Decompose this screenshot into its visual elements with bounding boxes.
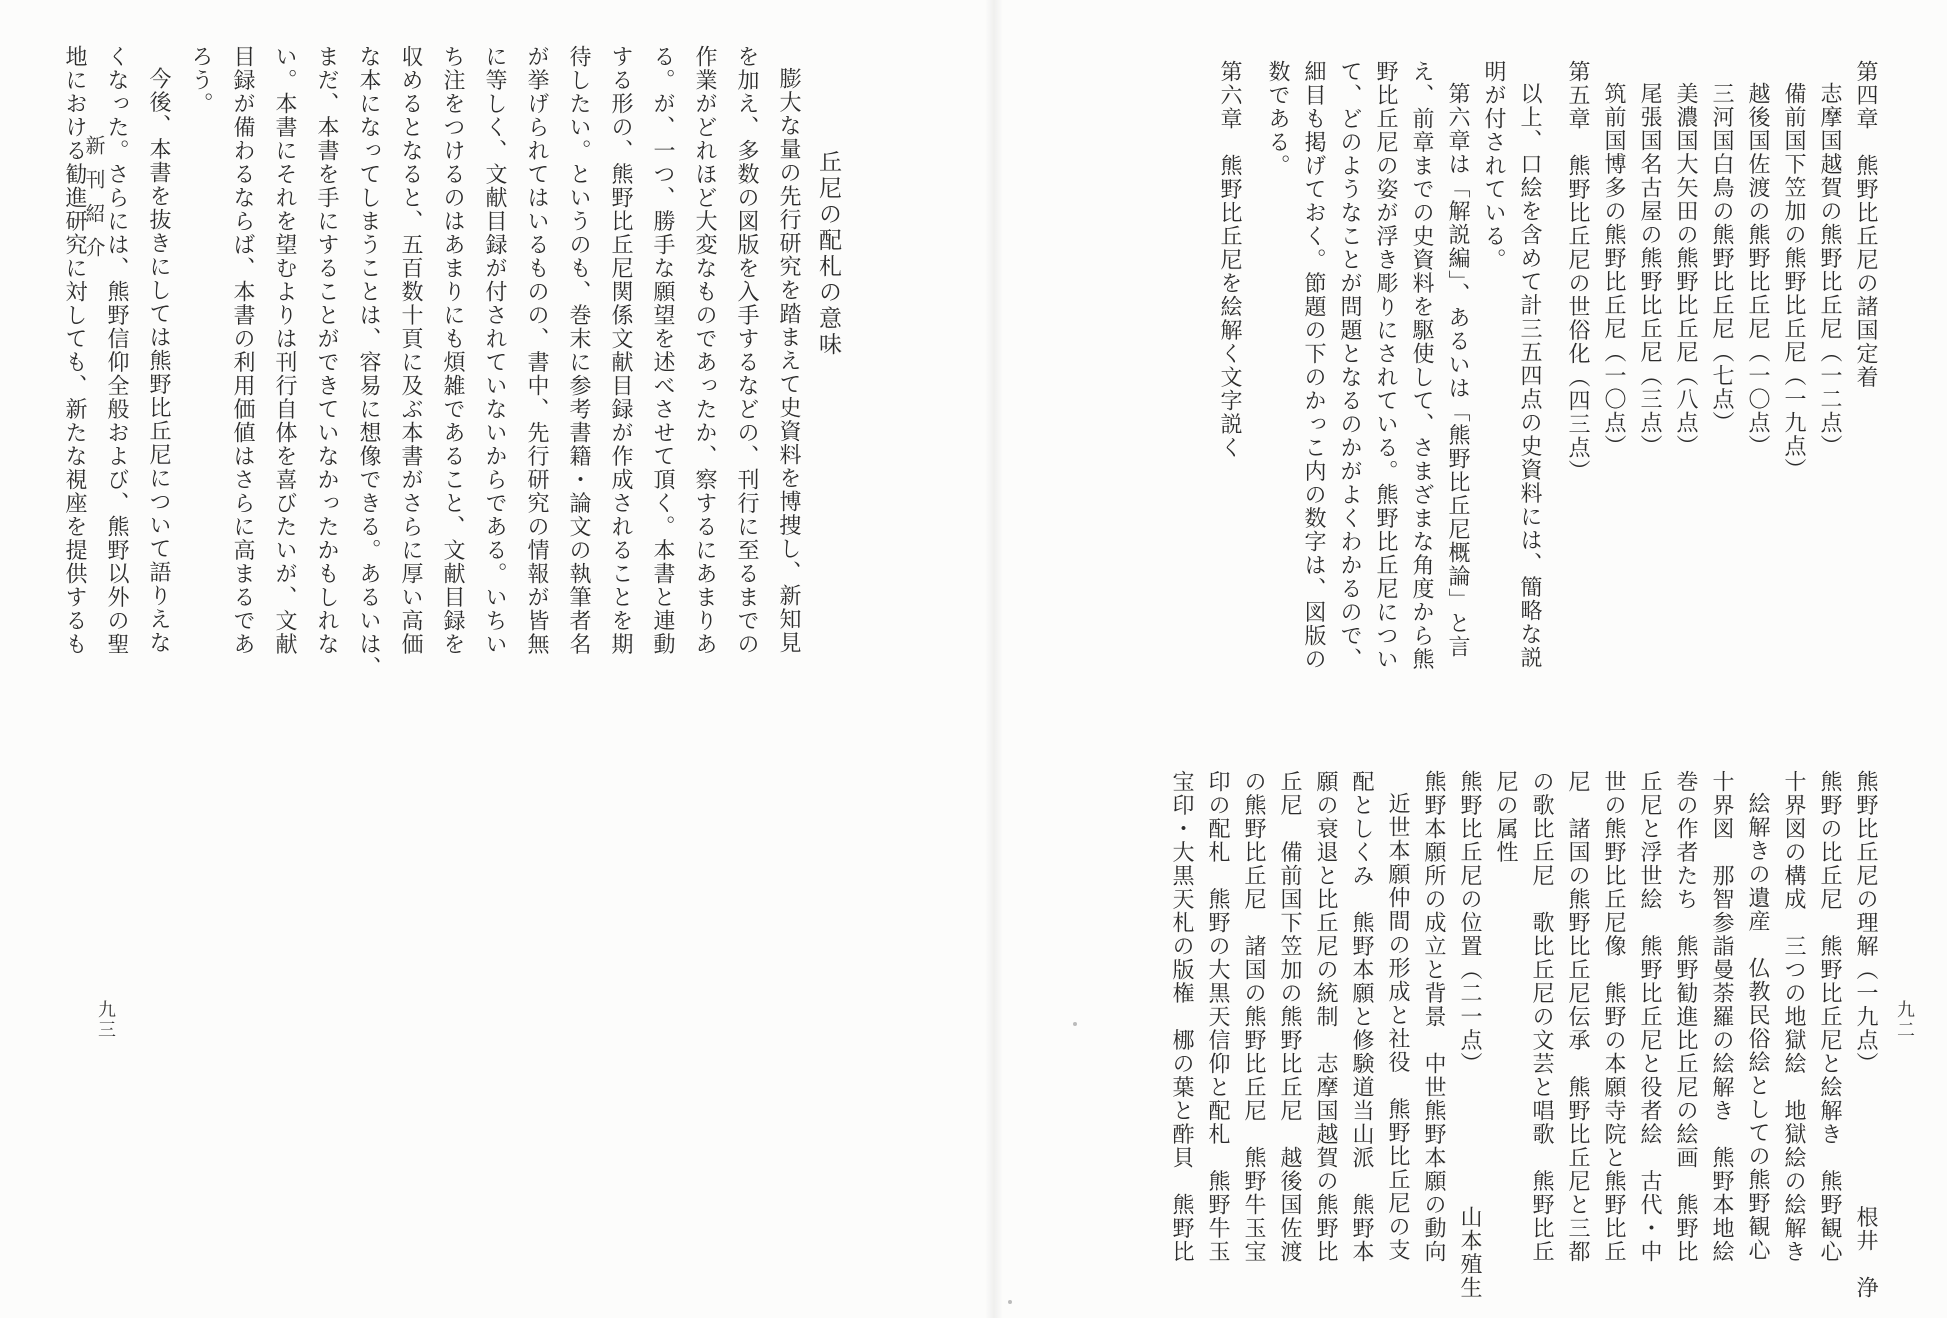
contents-line: 願の衰退と比丘尼の統制 志摩国越賀の熊野比 — [1313, 770, 1338, 1264]
body-line: て、どのようなことが問題となるのかがよくわかるので、 — [1337, 60, 1362, 671]
body-line: 今後、本書を抜きにしては熊野比丘尼について語りえな — [146, 67, 171, 655]
body-line: 作業がどれほど大変なものであったか、察するにあまりあ — [692, 45, 717, 656]
contents-line: 配としくみ 熊野本願と修験道当山派 熊野本 — [1349, 770, 1374, 1264]
contents-line: 丘尼 備前国下笠加の熊野比丘尼 越後国佐渡 — [1277, 770, 1302, 1264]
right-page — [995, 0, 1947, 1318]
body-line: 膨大な量の先行研究を踏まえて史資料を博捜し、新知見 — [776, 67, 801, 655]
scan-speck — [1008, 1300, 1012, 1304]
toc-line: 美濃国大矢田の熊野比丘尼（八点） — [1673, 82, 1698, 458]
toc-line: 備前国下笠加の熊野比丘尼（一九点） — [1781, 82, 1806, 482]
body-line: に等しく、文献目録が付されていないからである。いちい — [482, 45, 507, 656]
contents-line: の熊野比丘尼 諸国の熊野比丘尼 熊野牛玉宝 — [1241, 770, 1266, 1264]
contents-line: 十界図の構成 三つの地獄絵 地獄絵の絵解き — [1781, 770, 1806, 1264]
toc-line: 尾張国名古屋の熊野比丘尼（三点） — [1637, 82, 1662, 458]
section-heading: 熊野比丘尼の理解（一九点） 根井 浄 — [1853, 770, 1878, 1300]
toc-line: 越後国佐渡の熊野比丘尼（一〇点） — [1745, 82, 1770, 458]
body-line: い。本書にそれを望むよりは刊行自体を喜びたいが、文献 — [272, 45, 297, 656]
contents-line: 尼 諸国の熊野比丘尼伝承 熊野比丘尼と三都 — [1565, 770, 1590, 1264]
section-heading: 熊野比丘尼の位置（二一点） 山本殖生 — [1457, 770, 1482, 1300]
contents-line: 世の熊野比丘尼像 熊野の本願寺院と熊野比丘 — [1601, 770, 1626, 1264]
contents-line: 近世本願仲間の形成と社役 熊野比丘尼の支 — [1385, 792, 1410, 1262]
contents-line: 十界図 那智参詣曼荼羅の絵解き 熊野本地絵 — [1709, 770, 1734, 1264]
contents-line: 丘尼と浮世絵 熊野比丘尼と役者絵 古代・中 — [1637, 770, 1662, 1264]
body-line: を加え、多数の図版を入手するなどの、刊行に至るまでの — [734, 45, 759, 656]
body-line: 第六章は「解説編」、あるいは「熊野比丘尼概論」と言 — [1445, 82, 1470, 659]
running-title: 新刊紹介 — [82, 135, 106, 271]
chapter-heading: 第四章 熊野比丘尼の諸国定着 — [1853, 60, 1878, 389]
body-line: え、前章までの史資料を駆使して、さまざまな角度から熊 — [1409, 60, 1434, 671]
page-number: 九三 — [95, 1000, 116, 1040]
body-line: 細目も掲げておく。節題の下のかっこ内の数字は、図版の — [1301, 60, 1326, 671]
body-line: ろう。 — [188, 45, 213, 116]
contents-line: 尼の属性 — [1493, 770, 1518, 864]
body-line: 収めるとなると、五百数十頁に及ぶ本書がさらに厚い高価 — [398, 45, 423, 656]
body-line: くなった。さらには、熊野信仰全般および、熊野以外の聖 — [104, 45, 129, 656]
contents-line: 宝印・大黒天札の版権 梛の葉と酢貝 熊野比 — [1169, 770, 1194, 1264]
chapter-heading: 第五章 熊野比丘尼の世俗化（四三点） — [1565, 60, 1590, 483]
contents-line: 印の配札 熊野の大黒天信仰と配札 熊野牛玉 — [1205, 770, 1230, 1264]
body-line: る。が、一つ、勝手な願望を述べさせて頂く。本書と連動 — [650, 45, 675, 656]
body-line: 地における勧進研究に対しても、新たな視座を提供するも — [62, 45, 87, 656]
body-line: 待したい。というのも、巻末に参考書籍・論文の執筆者名 — [566, 45, 591, 656]
toc-line: 筑前国博多の熊野比丘尼（一〇点） — [1601, 82, 1626, 458]
body-line: 野比丘尼の姿が浮き彫りにされている。熊野比丘尼につい — [1373, 60, 1398, 671]
contents-line: 絵解きの遺産 仏教民俗絵としての熊野観心 — [1745, 792, 1770, 1262]
scan-speck — [1073, 1022, 1077, 1026]
contents-line: 巻の作者たち 熊野勧進比丘尼の絵画 熊野比 — [1673, 770, 1698, 1264]
body-line: な本になってしまうことは、容易に想像できる。あるいは、 — [356, 45, 381, 680]
body-line: 数である。 — [1265, 60, 1290, 178]
body-line: まだ、本書を手にすることができていなかったかもしれな — [314, 45, 339, 656]
contents-line: 熊野本願所の成立と背景 中世熊野本願の動向 — [1421, 770, 1446, 1264]
toc-line: 志摩国越賀の熊野比丘尼（一二点） — [1817, 82, 1842, 458]
contents-line: の歌比丘尼 歌比丘尼の文芸と唱歌 熊野比丘 — [1529, 770, 1554, 1264]
chapter-heading: 第六章 熊野比丘尼を絵解く文字説く — [1217, 60, 1242, 460]
body-line: が挙げられてはいるものの、書中、先行研究の情報が皆無 — [524, 45, 549, 656]
section-title: 丘尼の配札の意味 — [815, 150, 841, 358]
toc-line: 三河国白鳥の熊野比丘尼（七点） — [1709, 82, 1734, 435]
page-number: 九二 — [1894, 1000, 1915, 1040]
contents-line: 熊野の比丘尼 熊野比丘尼と絵解き 熊野観心 — [1817, 770, 1842, 1264]
body-line: 目録が備わるならば、本書の利用価値はさらに高まるであ — [230, 45, 255, 656]
body-line: する形の、熊野比丘尼関係文献目録が作成されることを期 — [608, 45, 633, 656]
body-line: 明が付されている。 — [1481, 60, 1506, 272]
body-line: ち注をつけるのはあまりにも煩雑であること、文献目録を — [440, 45, 465, 656]
body-line: 以上、口絵を含めて計三五四点の史資料には、簡略な説 — [1517, 82, 1542, 670]
